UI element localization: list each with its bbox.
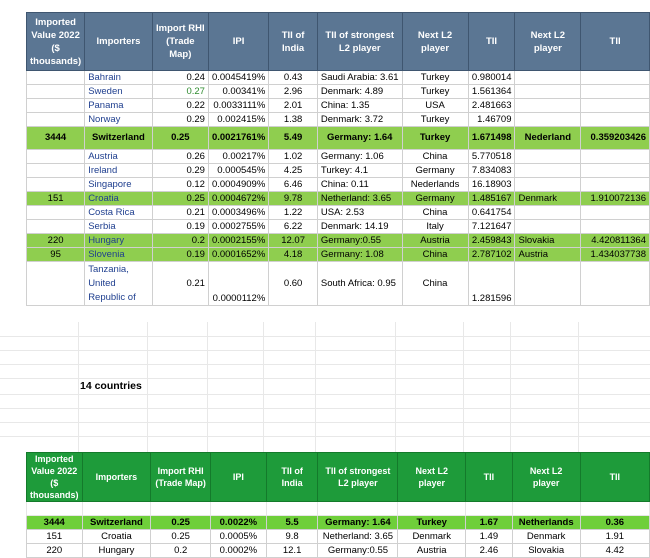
rhi-cell: 0.2 [152,234,208,248]
tii-2-cell: 0.36 [580,516,649,530]
importer-cell: Austria [85,150,153,164]
imported-value-cell: 3444 [27,127,85,150]
rhi-cell: 0.29 [152,164,208,178]
table-row [27,164,650,178]
tii-strongest-cell: Denmark: 4.89 [317,85,402,99]
next-l2-cell: China [402,150,468,164]
next-l2-cell: Nederlands [402,178,468,192]
grid-line [207,322,208,452]
header-tii-2: TII [581,13,650,71]
next-l2-cell: Turkey [402,71,468,85]
grid-line [78,322,79,452]
next-l2-cell: China [402,262,468,306]
rhi-cell: 0.19 [152,248,208,262]
tii-india-cell: 5.5 [266,516,318,530]
tii-cell: 1.67 [466,516,513,530]
imported-value-cell: 220 [27,544,83,558]
importer-cell: Slovenia [85,248,153,262]
rhi-cell: 0.21 [152,206,208,220]
header-tii: TII [466,453,513,502]
table-row [27,127,650,150]
table-row [27,248,650,262]
tii-strongest-cell: Germany:0.55 [317,234,402,248]
rhi-cell: 0.12 [152,178,208,192]
imported-value-cell [27,164,85,178]
importer-cell: Ireland [85,164,153,178]
table-row-tanzania [27,262,650,306]
tii-cell: 1.46709 [468,113,515,127]
imported-value-cell: 3444 [27,516,83,530]
header-next-l2: Next L2 player [398,453,466,502]
importer-cell: Switzerland [85,127,153,150]
rhi-cell: 0.22 [152,99,208,113]
tii-2-cell [581,99,650,113]
next-l2-2-cell [515,99,581,113]
next-l2-2-cell [515,113,581,127]
tii-2-cell [581,178,650,192]
table-row [27,150,650,164]
next-l2-cell: Austria [402,234,468,248]
imported-value-cell [27,113,85,127]
importer-cell: Costa Rica [85,206,153,220]
tii-cell: 2.481663 [468,99,515,113]
rhi-cell: 0.29 [152,113,208,127]
tii-india-cell: 9.78 [269,192,318,206]
next-l2-cell: Austria [398,544,466,558]
ipi-cell: 0.0002% [210,544,266,558]
next-l2-2-cell: Denmark [512,530,580,544]
importer-cell: Sweden [85,85,153,99]
tii-strongest-cell: Germany: 1.64 [317,127,402,150]
next-l2-2-cell: Nederland [515,127,581,150]
next-l2-cell: China [402,206,468,220]
imported-value-cell [27,178,85,192]
importer-cell: Serbia [85,220,153,234]
table-row [27,85,650,99]
tii-cell: 5.770518 [468,150,515,164]
rhi-cell: 0.2 [151,544,211,558]
tii-2-cell [581,113,650,127]
tii-india-cell: 1.22 [269,206,318,220]
tii-strongest-cell: USA: 2.53 [317,206,402,220]
next-l2-cell: Germany [402,164,468,178]
table-row [27,206,650,220]
header-tii-strongest: TII of strongest L2 player [318,453,398,502]
importer-cell: Tanzania, United Republic of [85,262,153,306]
next-l2-2-cell [515,206,581,220]
header-import-rhi: Import RHI (Trade Map) [151,453,211,502]
grid-line [147,322,148,452]
tii-2-cell: 4.420811364 [581,234,650,248]
table-row [27,530,650,544]
tii-2-cell: 0.359203426 [581,127,650,150]
tii-strongest-cell: Saudi Arabia: 3.61 [317,71,402,85]
grid-line [315,322,316,452]
header-tii-2: TII [580,453,649,502]
grid-line [578,322,579,452]
table-spacer-row [27,502,650,516]
table-row [27,113,650,127]
header-tii: TII [468,13,515,71]
table-row [27,544,650,558]
imported-value-cell [27,206,85,220]
rhi-cell: 0.25 [152,127,208,150]
imported-value-cell: 151 [27,192,85,206]
grid-line [0,378,650,379]
table-row [27,99,650,113]
imported-value-cell: 220 [27,234,85,248]
next-l2-cell: Denmark [398,530,466,544]
header-imported-value: Imported Value 2022 ($ thousands) [27,453,83,502]
grid-line [0,350,650,351]
tii-cell: 1.485167 [468,192,515,206]
tii-india-cell: 4.25 [269,164,318,178]
next-l2-2-cell [515,178,581,192]
tii-strongest-cell: South Africa: 0.95 [317,262,402,306]
table-row [27,178,650,192]
next-l2-cell: Turkey [398,516,466,530]
ipi-cell: 0.002415% [208,113,268,127]
next-l2-cell: Turkey [402,127,468,150]
tii-cell: 0.980014 [468,71,515,85]
next-l2-cell: Germany [402,192,468,206]
table-row [27,192,650,206]
tii-2-cell [581,206,650,220]
tii-india-cell: 12.1 [266,544,318,558]
next-l2-cell: China [402,248,468,262]
rhi-cell: 0.27 [152,85,208,99]
tii-2-cell: 1.910072136 [581,192,650,206]
rhi-cell: 0.21 [152,262,208,306]
ipi-cell: 0.0022% [210,516,266,530]
tii-india-cell: 2.96 [269,85,318,99]
tii-2-cell: 1.434037738 [581,248,650,262]
imported-value-cell: 95 [27,248,85,262]
importer-cell: Hungary [85,234,153,248]
ipi-cell: 0.0033111% [208,99,268,113]
tii-india-cell: 5.49 [269,127,318,150]
header-ipi: IPI [208,13,268,71]
table-row [27,234,650,248]
rhi-cell: 0.19 [152,220,208,234]
tii-india-cell: 0.60 [269,262,318,306]
tii-strongest-cell: Denmark: 14.19 [317,220,402,234]
tii-strongest-cell: Netherland: 3.65 [317,192,402,206]
header-next-l2: Next L2 player [402,13,468,71]
header-import-rhi: Import RHI (Trade Map) [152,13,208,71]
header-tii-india: TII of India [266,453,318,502]
trade-table-summary [26,452,650,558]
header-next-l2-2: Next L2 player [515,13,581,71]
countries-note: 14 countries [80,380,142,392]
tii-india-cell: 6.22 [269,220,318,234]
tii-cell: 1.671498 [468,127,515,150]
table-row [27,71,650,85]
tii-india-cell: 1.38 [269,113,318,127]
tii-2-cell [581,164,650,178]
ipi-cell: 0.0045419% [208,71,268,85]
tii-cell: 7.834083 [468,164,515,178]
next-l2-cell: Turkey [402,113,468,127]
tii-india-cell: 9.8 [266,530,318,544]
grid-line [0,408,650,409]
tii-cell: 2.459843 [468,234,515,248]
ipi-cell: 0.0004909% [208,178,268,192]
tii-india-cell: 2.01 [269,99,318,113]
tii-2-cell [581,85,650,99]
ipi-cell: 0.0005% [210,530,266,544]
next-l2-2-cell [515,220,581,234]
tii-cell: 2.46 [466,544,513,558]
importer-cell: Hungary [82,544,151,558]
imported-value-cell [27,71,85,85]
grid-line [263,322,264,452]
tii-cell: 16.18903 [468,178,515,192]
ipi-cell: 0.0004672% [208,192,268,206]
rhi-cell: 0.26 [152,150,208,164]
tii-2-cell [581,71,650,85]
ipi-cell: 0.00341% [208,85,268,99]
grid-line [0,394,650,395]
table-header-row [27,13,650,71]
ipi-cell: 0.0021761% [208,127,268,150]
tii-cell: 0.641754 [468,206,515,220]
header-importers: Importers [85,13,153,71]
rhi-cell: 0.24 [152,71,208,85]
tii-india-cell: 4.18 [269,248,318,262]
tii-strongest-cell: Germany: 1.64 [318,516,398,530]
grid-line [0,336,650,337]
importer-cell: Norway [85,113,153,127]
next-l2-2-cell [515,85,581,99]
rhi-cell: 0.25 [151,530,211,544]
next-l2-2-cell [515,71,581,85]
header-next-l2-2: Next L2 player [512,453,580,502]
next-l2-2-cell: Slovakia [515,234,581,248]
next-l2-2-cell: Austria [515,248,581,262]
ipi-cell: 0.000545% [208,164,268,178]
table-header-row [27,453,650,502]
tii-strongest-cell: China: 0.11 [317,178,402,192]
tii-cell: 7.121647 [468,220,515,234]
tii-2-cell [581,220,650,234]
grid-line [0,364,650,365]
grid-line [510,322,511,452]
tii-cell: 1.281596 [468,262,515,306]
importer-cell: Switzerland [82,516,151,530]
importer-cell: Croatia [85,192,153,206]
next-l2-2-cell [515,164,581,178]
next-l2-cell: Italy [402,220,468,234]
tii-strongest-cell: Denmark: 3.72 [317,113,402,127]
next-l2-2-cell: Denmark [515,192,581,206]
grid-line [463,322,464,452]
tii-strongest-cell: Germany: 1.06 [317,150,402,164]
grid-line [0,436,650,437]
tii-india-cell: 12.07 [269,234,318,248]
ipi-cell: 0.00217% [208,150,268,164]
header-imported-value: Imported Value 2022 ($ thousands) [27,13,85,71]
imported-value-cell [27,150,85,164]
tii-india-cell: 6.46 [269,178,318,192]
ipi-cell: 0.0001652% [208,248,268,262]
header-ipi: IPI [210,453,266,502]
rhi-cell: 0.25 [152,192,208,206]
importer-cell: Panama [85,99,153,113]
header-tii-strongest: TII of strongest L2 player [317,13,402,71]
tii-cell: 1.49 [466,530,513,544]
imported-value-cell [27,99,85,113]
tii-strongest-cell: China: 1.35 [317,99,402,113]
tii-strongest-cell: Turkey: 4.1 [317,164,402,178]
tii-india-cell: 1.02 [269,150,318,164]
grid-line [395,322,396,452]
ipi-cell: 0.0000112% [208,262,268,306]
imported-value-cell [27,85,85,99]
tii-strongest-cell: Netherland: 3.65 [318,530,398,544]
tii-2-cell: 1.91 [580,530,649,544]
grid-line [0,422,650,423]
tii-2-cell: 4.42 [580,544,649,558]
ipi-cell: 0.0002155% [208,234,268,248]
importer-cell: Singapore [85,178,153,192]
imported-value-cell: 151 [27,530,83,544]
tii-strongest-cell: Germany:0.55 [318,544,398,558]
importer-cell: Bahrain [85,71,153,85]
tii-india-cell: 0.43 [269,71,318,85]
tii-cell: 2.787102 [468,248,515,262]
table-row [27,516,650,530]
trade-table-main [26,12,650,306]
next-l2-2-cell: Slovakia [512,544,580,558]
next-l2-cell: Turkey [402,85,468,99]
header-tii-india: TII of India [269,13,318,71]
importer-cell: Croatia [82,530,151,544]
header-importers: Importers [82,453,151,502]
table-row [27,220,650,234]
next-l2-cell: USA [402,99,468,113]
next-l2-2-cell [515,150,581,164]
next-l2-2-cell: Netherlands [512,516,580,530]
rhi-cell: 0.25 [151,516,211,530]
tii-strongest-cell: Germany: 1.08 [317,248,402,262]
imported-value-cell [27,220,85,234]
tii-2-cell [581,150,650,164]
ipi-cell: 0.0002755% [208,220,268,234]
ipi-cell: 0.0003496% [208,206,268,220]
tii-cell: 1.561364 [468,85,515,99]
